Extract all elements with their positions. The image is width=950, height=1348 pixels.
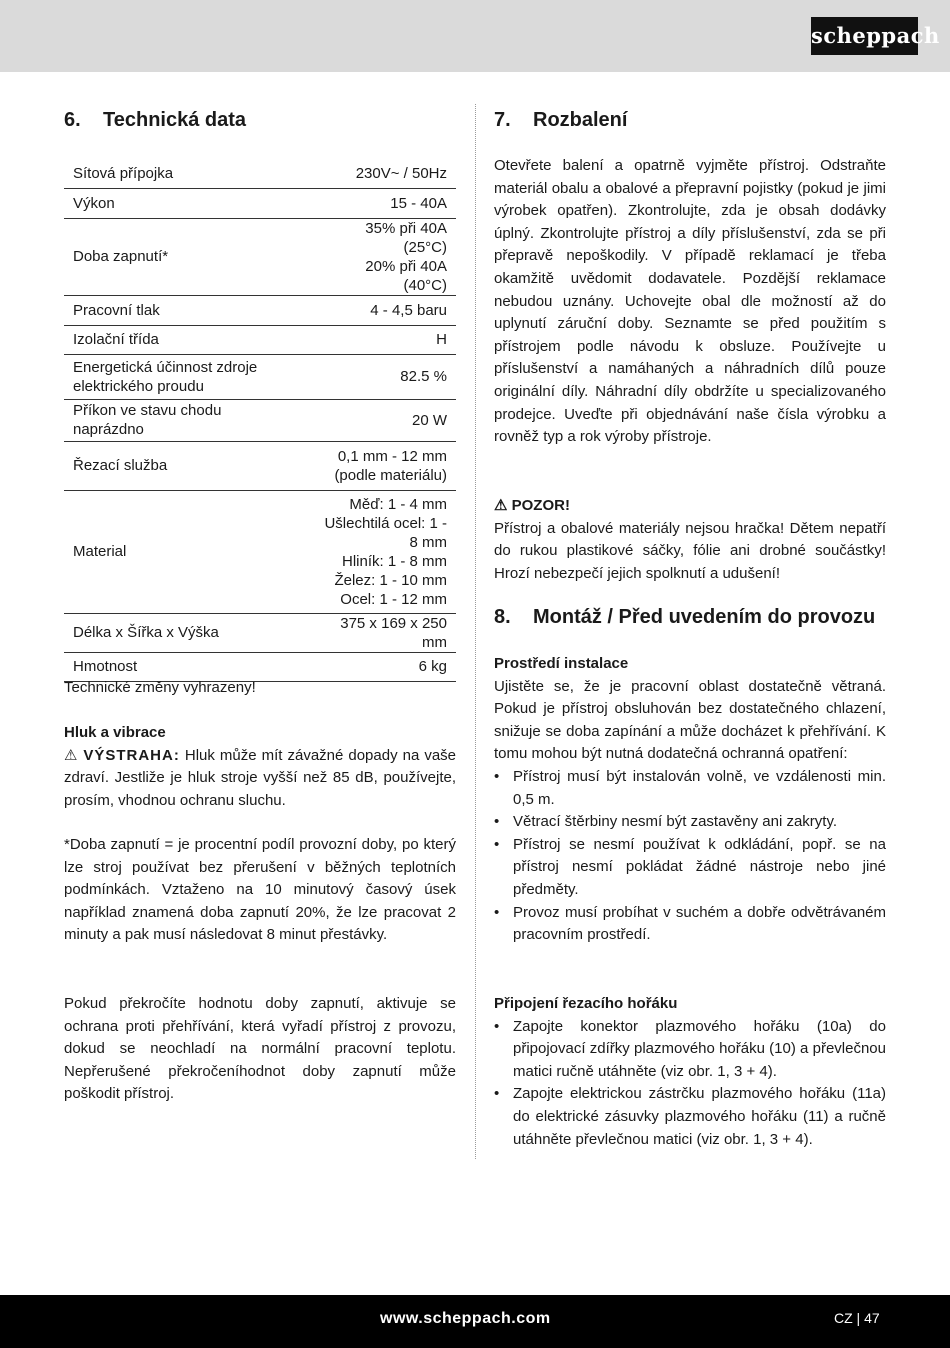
- spec-label: Řezací služba: [64, 441, 310, 490]
- table-row: [64, 218, 456, 295]
- spec-label: Hmotnost: [64, 652, 310, 681]
- unpacking-text: Otevřete balení a opatrně vyjměte přístroj. Odstraňte materiál obalu a obalové a přepravní pojistky (pokud je jimi výrobek opatřen). Zkontrolujte, zda je obsah dodávky úplný. Zkontrolujte přístroj a díly příslušenství, zda se při přepravě nepoškodily. V případě reklamací je třeba okamžitě uvědomit dodavatele. Pozdější reklamace nebudou uznány. Uchovejte obal dle možností až do uplynutí záruční doby. Seznamte se před použitím s přístrojem podle návodu k obsluze. Používejte u příslušenství a namáhaných a náhradních dílů pouze originální díly. Náhradní díly obdržíte u specializovaného prodejce. Uveďte při objednávání naše čísla výrobku a rovněž typ a rok výroby přístroje.: [494, 157, 886, 446]
- page-number: CZ | 47: [834, 1310, 880, 1326]
- warning-label: VÝSTRAHA:: [83, 746, 180, 764]
- table-row: [64, 399, 456, 441]
- spec-value: 375 x 169 x 250 mm: [310, 613, 456, 652]
- section-6-heading: [64, 104, 456, 136]
- spec-value: 4 - 4,5 baru: [310, 295, 456, 325]
- technical-changes-note: Technické změny vyhrazeny!: [64, 679, 256, 696]
- list-item: • Zapojte konektor plazmového hořáku (10a) do připojovací zdířky plazmového hořáku (10) a převlečnou matici ručně utáhněte (viz obr. 1, 3 + 4).: [494, 1016, 886, 1084]
- section-6-title: Technická data: [103, 109, 247, 131]
- section-7-heading: [494, 104, 886, 136]
- installation-section: [494, 653, 886, 947]
- section-8-number: 8.: [494, 606, 511, 628]
- warning-icon: ⚠: [64, 746, 79, 764]
- spec-label: Pracovní tlak: [64, 295, 310, 325]
- table-row: [64, 613, 456, 652]
- spec-label: Příkon ve stavu chodu naprázdno: [64, 399, 310, 441]
- scheppach-logo: scheppach: [811, 17, 918, 55]
- spec-value: 82.5 %: [310, 354, 456, 399]
- spec-value: 35% při 40A (25°C) 20% při 40A (40°C): [310, 218, 456, 295]
- spec-label: Sítová přípojka: [64, 159, 310, 188]
- spec-label: Material: [64, 490, 310, 613]
- section-8-title: Montáž / Před uvedením do provozu: [533, 606, 876, 628]
- column-divider: [475, 104, 476, 1159]
- section-6-number: 6.: [64, 109, 81, 131]
- spec-label: Energetická účinnost zdroje elektrického proudu: [64, 354, 310, 399]
- table-row: [64, 441, 456, 490]
- right-column: [494, 104, 886, 136]
- spec-value: 0,1 mm - 12 mm (podle materiálu): [310, 441, 456, 490]
- installation-text: Ujistěte se, že je pracovní oblast dostatečně větraná. Pokud je přístroj obsluhován bez dostatečného chlazení, snižuje se doba zapínání a může docházet k přehřívání. K tomu mohou být nutná dodatečná ochranná opatření:: [494, 677, 886, 763]
- spec-label: Délka x Šířka x Výška: [64, 613, 310, 652]
- spec-value: Měď: 1 - 4 mm Ušlechtilá ocel: 1 - 8 mm Hliník: 1 - 8 mm Želez: 1 - 10 mm Ocel: 1 - 12 mm: [310, 490, 456, 613]
- spec-label: Izolační třída: [64, 325, 310, 354]
- left-column: [64, 104, 456, 136]
- torch-list: [494, 1016, 886, 1152]
- website-link[interactable]: www.scheppach.com: [380, 1310, 551, 1327]
- spec-value: H: [310, 325, 456, 354]
- caution-section: [494, 495, 886, 585]
- spec-label: Výkon: [64, 188, 310, 218]
- table-row: [64, 159, 456, 188]
- footer-bar: [0, 1295, 950, 1348]
- list-item: • Provoz musí probíhat v suchém a dobře odvětrávaném pracovním prostředí.: [494, 902, 886, 947]
- header-bar: [0, 0, 950, 72]
- overheat-note: Pokud překročíte hodnotu doby zapnutí, aktivuje se ochrana proti přehřívání, která vyřadí přístroj z provozu, dokud se neochladí na normální pracovní teplotu. Nepřerušené překročeníhodnot doby zapnutí může poškodit přístroj.: [64, 995, 456, 1103]
- installation-list: [494, 766, 886, 947]
- duty-cycle-note: *Doba zapnutí = je procentní podíl provozní doby, po který lze stroj používat bez přerušení v běžných teplotních podmínkách. Vztaženo na 10 minutový časový úsek například znamená doba zapnutí 20%, že lze pracovat 2 minuty a pak musí následovat 8 minut přestávky.: [64, 836, 456, 944]
- technical-data-table: [64, 159, 456, 682]
- noise-heading: Hluk a vibrace: [64, 724, 166, 741]
- spec-value: 15 - 40A: [310, 188, 456, 218]
- list-item: • Přístroj se nesmí používat k odkládání, popř. se na přístroj nesmí pokládat žádné nástroje nebo jiné předměty.: [494, 834, 886, 902]
- table-row: [64, 325, 456, 354]
- spec-value: 6 kg: [310, 652, 456, 681]
- caution-label: POZOR!: [511, 497, 570, 514]
- caution-text: Přístroj a obalové materiály nejsou hračka! Dětem nepatří do rukou plastikové sáčky, fólie ani drobné součástky! Hrozí nebezpečí jejich spolknutí a udušení!: [494, 519, 886, 582]
- torch-connection-section: [494, 993, 886, 1151]
- caution-heading: [494, 495, 886, 518]
- list-item: • Zapojte elektrickou zástrčku plazmového hořáku (11a) do elektrické zásuvky plazmového hořáku (11) a ručně utáhněte převlečnou matici (viz obr. 1, 3 + 4).: [494, 1083, 886, 1151]
- section-8-heading: [494, 601, 894, 633]
- section-7-title: Rozbalení: [533, 109, 628, 131]
- table-row: [64, 354, 456, 399]
- caution-icon: ⚠: [494, 497, 508, 514]
- table-row: [64, 188, 456, 218]
- list-item: • Větrací štěrbiny nesmí být zastavěny ani zakryty.: [494, 811, 886, 834]
- noise-warning-paragraph: [64, 745, 456, 813]
- spec-value: 230V~ / 50Hz: [310, 159, 456, 188]
- section-7-number: 7.: [494, 109, 511, 131]
- table-row: [64, 295, 456, 325]
- spec-value: 20 W: [310, 399, 456, 441]
- noise-text: Hluk může mít závažné dopady na vaše zdraví. Jestliže je hluk stroje vyšší než 85 dB, používejte, prosím, vhodnou ochranu sluchu.: [64, 746, 456, 809]
- noise-section: [64, 722, 456, 812]
- torch-heading: Připojení řezacího hořáku: [494, 995, 678, 1012]
- spec-label: Doba zapnutí*: [64, 218, 310, 295]
- list-item: • Přístroj musí být instalován volně, ve vzdálenosti min. 0,5 m.: [494, 766, 886, 811]
- installation-heading: Prostředí instalace: [494, 655, 629, 672]
- table-row: [64, 490, 456, 613]
